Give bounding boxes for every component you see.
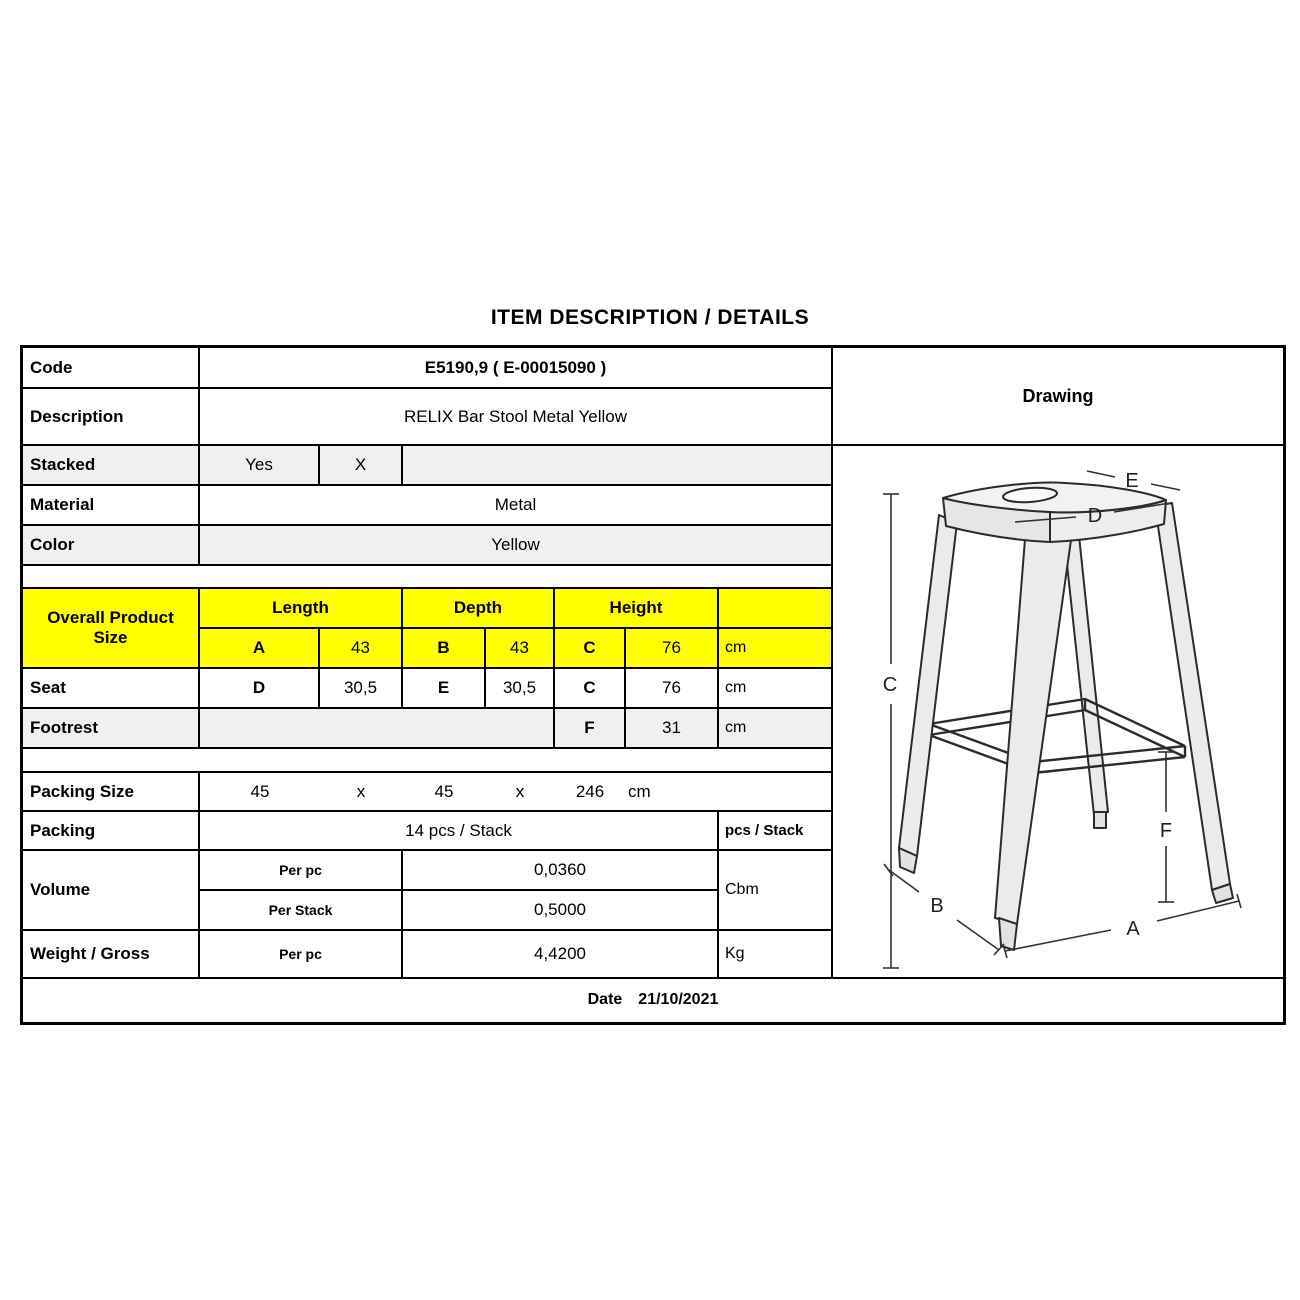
overall-unit: cm — [718, 628, 832, 668]
dim-label-d: D — [1087, 505, 1103, 527]
dim-label-a: A — [1126, 918, 1140, 940]
overall-length-value: 43 — [319, 628, 402, 668]
overall-size-label: Overall Product Size — [22, 588, 199, 668]
dim-label-b: B — [930, 895, 944, 917]
stool-left-leg — [899, 515, 957, 856]
date-row — [22, 978, 1284, 1023]
description-label: Description — [22, 388, 199, 445]
stacked-empty-cell — [402, 445, 832, 485]
spacer-row-2 — [22, 748, 832, 772]
stool-drawing — [833, 446, 1283, 977]
overall-depth-value: 43 — [485, 628, 554, 668]
weight-unit: Kg — [718, 930, 832, 978]
spacer-row-1 — [22, 565, 832, 588]
drawing-cell — [832, 445, 1284, 978]
code-label: Code — [22, 347, 199, 388]
footrest-ring — [929, 699, 1185, 773]
overall-depth-key: B — [402, 628, 485, 668]
material-label: Material — [22, 485, 199, 525]
stacked-value: Yes — [199, 445, 319, 485]
footrest-empty-cell — [199, 708, 554, 748]
dim-label-c: C — [882, 674, 898, 696]
date-value: 21/10/2021 — [638, 991, 719, 1009]
packing-size-label: Packing Size — [22, 772, 199, 811]
volume-per-stack-label: Per Stack — [199, 890, 402, 930]
stool-back-foot — [1094, 812, 1106, 828]
seat-label: Seat — [22, 668, 199, 708]
color-value: Yellow — [199, 525, 832, 565]
description-value: RELIX Bar Stool Metal Yellow — [199, 388, 832, 445]
color-label: Color — [22, 525, 199, 565]
weight-per-pc-label: Per pc — [199, 930, 402, 978]
overall-height-key: C — [554, 628, 625, 668]
stacked-label: Stacked — [22, 445, 199, 485]
seat-length-key: D — [199, 668, 319, 708]
packing-size-value — [199, 772, 832, 811]
volume-label: Volume — [22, 850, 199, 930]
packing-size-height: 246 — [575, 781, 605, 801]
packing-size-sep2: x — [515, 781, 525, 801]
drawing-header: Drawing — [832, 347, 1284, 445]
item-details-table — [20, 345, 1286, 1025]
height-header: Height — [554, 588, 718, 628]
length-header: Length — [199, 588, 402, 628]
packing-size-sep1: x — [356, 781, 366, 801]
packing-size-width: 45 — [250, 781, 270, 801]
seat-height-value: 76 — [625, 668, 718, 708]
overall-length-key: A — [199, 628, 319, 668]
stool-front-leg — [995, 539, 1071, 924]
footrest-label: Footrest — [22, 708, 199, 748]
dim-label-e: E — [1125, 470, 1139, 492]
volume-per-pc-value: 0,0360 — [402, 850, 718, 890]
code-value: E5190,9 ( E-00015090 ) — [199, 347, 832, 388]
dim-line-c — [883, 494, 899, 968]
seat-depth-key: E — [402, 668, 485, 708]
stacked-mark: X — [319, 445, 402, 485]
volume-per-stack-value: 0,5000 — [402, 890, 718, 930]
volume-per-pc-label: Per pc — [199, 850, 402, 890]
weight-per-pc-value: 4,4200 — [402, 930, 718, 978]
seat-depth-value: 30,5 — [485, 668, 554, 708]
packing-size-depth: 45 — [434, 781, 454, 801]
seat-height-key: C — [554, 668, 625, 708]
seat-unit: cm — [718, 668, 832, 708]
packing-size-unit: cm — [628, 781, 651, 801]
date-label: Date — [587, 991, 623, 1009]
stool-front-foot — [999, 918, 1017, 950]
volume-unit: Cbm — [718, 850, 832, 930]
size-header-unit-empty — [718, 588, 832, 628]
material-value: Metal — [199, 485, 832, 525]
dim-line-a — [1003, 894, 1241, 958]
footrest-unit: cm — [718, 708, 832, 748]
dim-line-b — [884, 864, 1004, 955]
overall-height-value: 76 — [625, 628, 718, 668]
dim-label-f: F — [1159, 820, 1173, 842]
packing-value: 14 pcs / Stack — [199, 811, 718, 850]
weight-label: Weight / Gross — [22, 930, 199, 978]
page-title: ITEM DESCRIPTION / DETAILS — [490, 306, 810, 329]
seat-length-value: 30,5 — [319, 668, 402, 708]
footrest-height-value: 31 — [625, 708, 718, 748]
packing-unit: pcs / Stack — [718, 811, 832, 850]
packing-label: Packing — [22, 811, 199, 850]
depth-header: Depth — [402, 588, 554, 628]
footrest-height-key: F — [554, 708, 625, 748]
